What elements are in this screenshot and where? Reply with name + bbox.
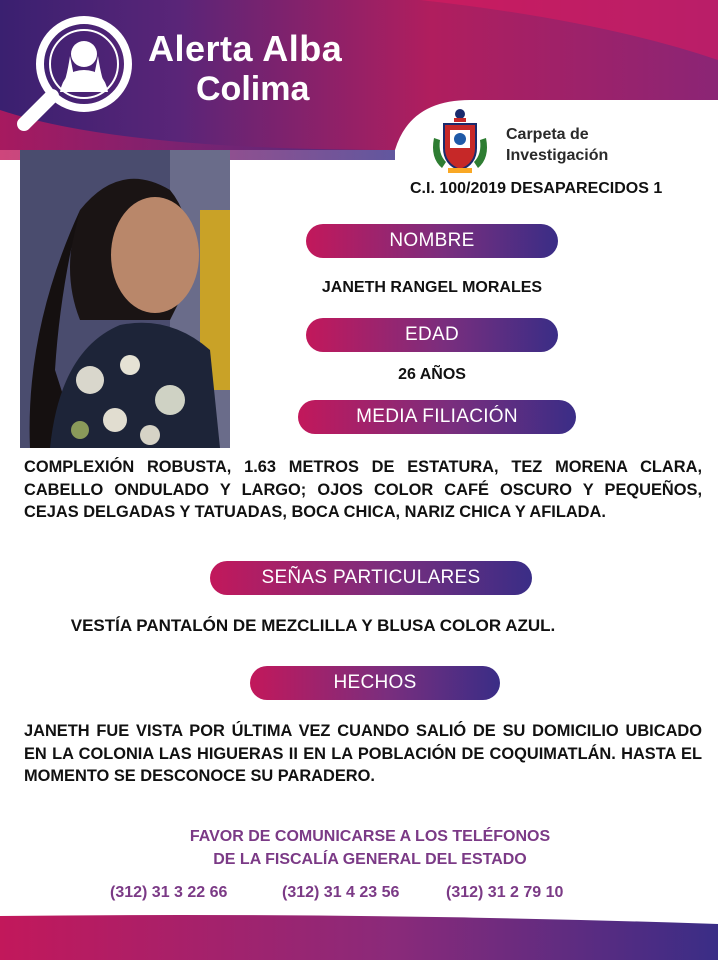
header-subtitle: Colima [196,70,310,108]
magnifier-search-logo-icon [14,12,134,132]
fiscalia-seal-icon [430,108,490,174]
missing-person-photo [20,150,230,448]
phone-number-1: (312) 31 3 22 66 [110,884,228,901]
carpeta-line1: Carpeta de [506,126,589,143]
nombre-label-pill: NOMBRE [306,224,558,258]
contact-line1: FAVOR DE COMUNICARSE A LOS TELÉFONOS [189,828,551,845]
case-number: C.I. 100/2019 DESAPARECIDOS 1 [410,180,663,197]
carpeta-label [506,124,608,166]
footer-banner [0,912,718,960]
contact-line2: DE LA FISCALÍA GENERAL DEL ESTADO [213,851,527,868]
edad-value: 26 AÑOS [398,366,466,383]
phone-number-2: (312) 31 4 23 56 [282,884,400,901]
edad-label-pill: EDAD [306,318,558,352]
media-filiacion-text: COMPLEXIÓN ROBUSTA, 1.63 METROS DE ESTATURA, TEZ MORENA CLARA, CABELLO ONDULADO Y LARGO; OJOS COLOR CAFÉ OSCURO Y PEQUEÑOS, CEJAS DELGADAS Y TATUADAS, BOCA CHICA, NARIZ CHICA Y AFILADA. [24,458,702,522]
hechos-label-pill: HECHOS [250,666,500,700]
phone-number-3: (312) 31 2 79 10 [446,884,564,901]
media-filiacion-label-pill: MEDIA FILIACIÓN [298,400,576,434]
nombre-value: JANETH RANGEL MORALES [321,279,543,296]
carpeta-line2: Investigación [506,147,609,164]
senas-label-pill: SEÑAS PARTICULARES [210,561,532,595]
senas-text: VESTÍA PANTALÓN DE MEZCLILLA Y BLUSA COLOR AZUL. [70,616,556,635]
header-title: Alerta Alba [148,28,343,69]
hechos-text: JANETH FUE VISTA POR ÚLTIMA VEZ CUANDO SALIÓ DE SU DOMICILIO UBICADO EN LA COLONIA LAS HIGUERAS II EN LA POBLACIÓN DE COQUIMATLÁN. HASTA EL MOMENTO SE DESCONOCE SU PARADERO. [24,722,702,786]
